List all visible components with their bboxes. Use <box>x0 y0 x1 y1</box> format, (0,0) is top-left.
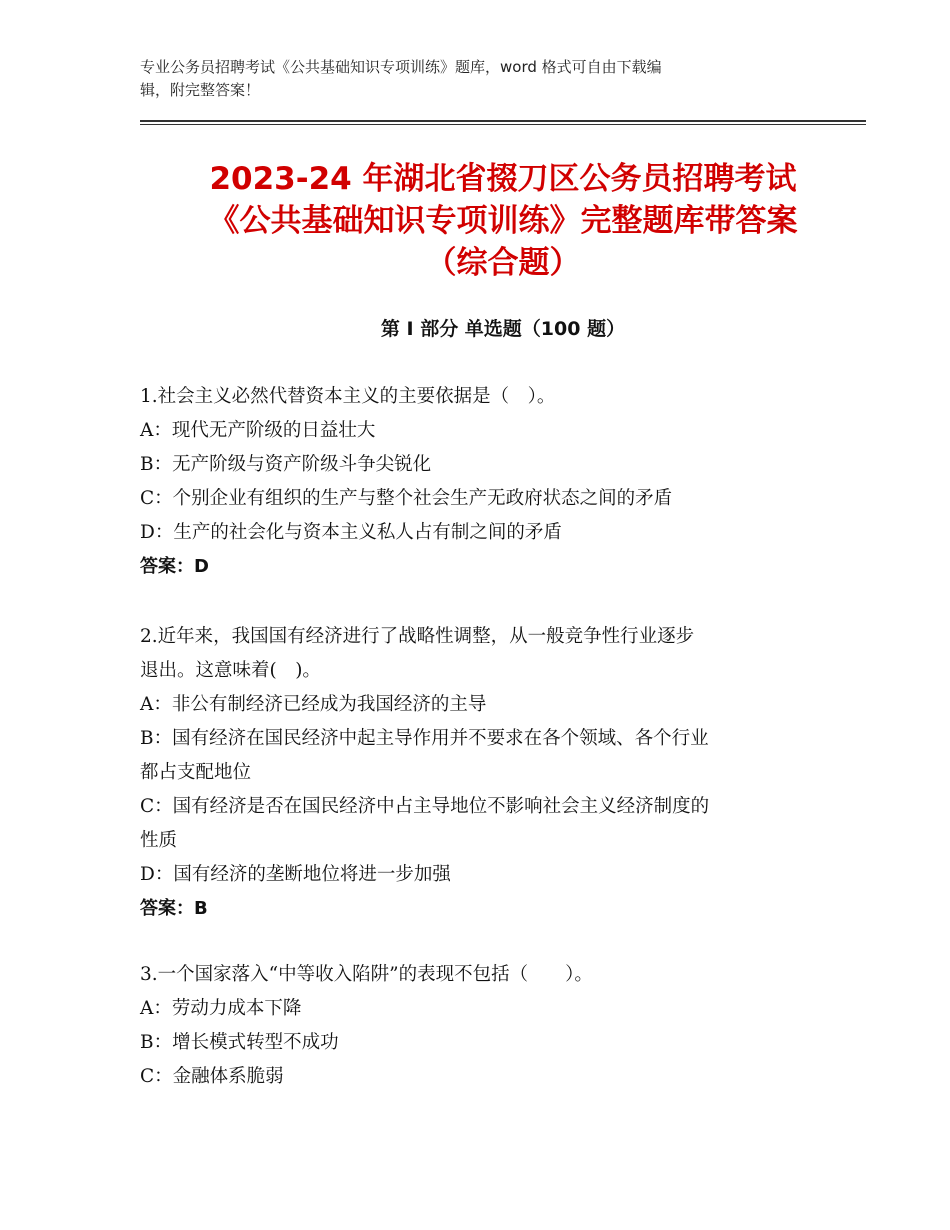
question-stem: 2.近年来，我国国有经济进行了战略性调整，从一般竞争性行业逐步 <box>140 626 695 647</box>
option-a: A：劳动力成本下降 <box>140 998 302 1019</box>
option-c: C：金融体系脆弱 <box>140 1066 284 1087</box>
header-divider <box>140 124 866 125</box>
question-2 <box>140 620 820 926</box>
option-b: B：无产阶级与资产阶级斗争尖锐化 <box>140 454 432 475</box>
title-line: （综合题） <box>425 245 581 281</box>
question-3 <box>140 958 820 1094</box>
section-heading: 第 I 部分 单选题（100 题） <box>380 318 626 340</box>
option-c: 性质 <box>140 830 178 851</box>
option-a: A：非公有制经济已经成为我国经济的主导 <box>140 694 487 715</box>
answer-label: 答案：B <box>140 898 208 919</box>
document-title <box>140 158 866 284</box>
option-b: B：国有经济在国民经济中起主导作用并不要求在各个领域、各个行业 <box>140 728 709 749</box>
question-stem: 3.一个国家落入“中等收入陷阱”的表现不包括（ ）。 <box>140 964 593 985</box>
question-1 <box>140 380 820 584</box>
option-c: C：个别企业有组织的生产与整个社会生产无政府状态之间的矛盾 <box>140 488 673 509</box>
question-stem: 退出。这意味着( )。 <box>140 660 321 681</box>
option-b: B：增长模式转型不成功 <box>140 1032 339 1053</box>
option-d: D：生产的社会化与资本主义私人占有制之间的矛盾 <box>140 522 562 543</box>
option-a: A：现代无产阶级的日益壮大 <box>140 420 376 441</box>
option-c: C：国有经济是否在国民经济中占主导地位不影响社会主义经济制度的 <box>140 796 710 817</box>
answer-label: 答案：D <box>140 556 209 577</box>
question-stem: 1.社会主义必然代替资本主义的主要依据是（ ）。 <box>140 386 556 407</box>
header-line: 专业公务员招聘考试《公共基础知识专项训练》题库，word 格式可自由下载编 <box>140 58 662 76</box>
option-b: 都占支配地位 <box>140 762 252 783</box>
option-d: D：国有经济的垄断地位将进一步加强 <box>140 864 451 885</box>
page-header <box>140 56 800 102</box>
header-line: 辑，附完整答案！ <box>140 81 261 99</box>
title-line: 2023-24 年湖北省掇刀区公务员招聘考试 <box>209 161 797 197</box>
header-divider <box>140 120 866 122</box>
title-line: 《公共基础知识专项训练》完整题库带答案 <box>208 203 798 239</box>
